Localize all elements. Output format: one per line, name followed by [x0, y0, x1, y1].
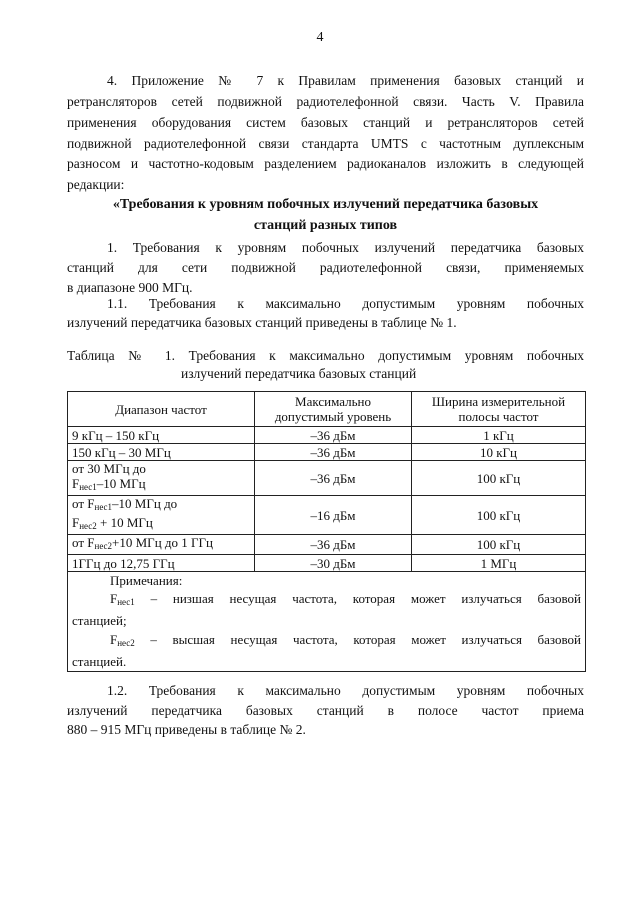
table-row — [68, 444, 586, 461]
table-row — [68, 461, 586, 496]
page-number: 4 — [316, 30, 324, 45]
header-range: Диапазон частот — [68, 392, 255, 427]
cell-level: –36 дБм — [255, 535, 412, 555]
header-level: Максимально допустимый уровень — [255, 392, 412, 427]
heading-line: станций разных типов — [253, 218, 398, 233]
note-1-continuation: станцией; — [72, 613, 127, 628]
table-notes-row — [68, 572, 586, 672]
cell-level: –16 дБм — [255, 496, 412, 535]
text-line: разносом и частотно-кодовым разделением радиоканалов изложить в следующей — [67, 156, 584, 171]
text-line: 1. Требования к уровням побочных излучений передатчика базовых — [107, 240, 584, 255]
table-header-row — [68, 392, 586, 427]
heading-line: «Требования к уровням побочных излучений передатчика базовых — [112, 197, 539, 212]
cell-range: от $F_{нес1}-10$ МГц до $F_{нес2} + 10$ МГц — [68, 496, 255, 535]
caption-line: Таблица № 1. Требования к максимально допустимым уровням побочных — [67, 348, 584, 363]
table-row — [68, 535, 586, 555]
requirements-table — [67, 391, 586, 672]
text-line: станций для сети подвижной радиотелефонной связи, применяемых — [67, 260, 584, 275]
text-line: подвижной радиотелефонной связи стандарта UMTS с частотным дуплексным — [67, 136, 584, 151]
cell-range: 1ГГц до 12,75 ГГц — [68, 555, 255, 572]
cell-bandwidth: 100 кГц — [412, 461, 586, 496]
cell-bandwidth: 100 кГц — [412, 496, 586, 535]
cell-level: –36 дБм — [255, 427, 412, 444]
table-notes — [68, 572, 586, 672]
note-2: $F_{нес2}$ – высшая несущая частота, которая может излучаться базовой — [110, 632, 581, 648]
table-row — [68, 555, 586, 572]
cell-range: от 30 МГц до $F_{нес1}-10$ МГц — [68, 461, 255, 496]
cell-level: –30 дБм — [255, 555, 412, 572]
cell-range: 150 кГц – 30 МГц — [68, 444, 255, 461]
note-2-continuation: станцией. — [72, 654, 127, 669]
cell-bandwidth: 1 МГц — [412, 555, 586, 572]
cell-bandwidth: 1 кГц — [412, 427, 586, 444]
table-row — [68, 496, 586, 535]
caption-line: излучений передатчика базовых станций — [181, 366, 417, 381]
text-line: применения оборудования систем базовых станций и ретрансляторов сетей — [67, 115, 584, 130]
text-line: 4. Приложение № 7 к Правилам применения базовых станций и — [107, 73, 584, 88]
cell-range: 9 кГц – 150 кГц — [68, 427, 255, 444]
cell-level: –36 дБм — [255, 461, 412, 496]
cell-bandwidth: 10 кГц — [412, 444, 586, 461]
text-line: 880 – 915 МГц приведены в таблице № 2. — [67, 722, 306, 737]
cell-range: от $F_{нес2}+10$ МГц до 1 ГГц — [68, 535, 255, 555]
text-line: излучений передатчика базовых станций в полосе частот приема — [67, 703, 584, 718]
table-row — [68, 427, 586, 444]
text-line: излучений передатчика базовых станций приведены в таблице № 1. — [67, 315, 457, 330]
text-line: 1.1. Требования к максимально допустимым уровням побочных — [107, 296, 584, 311]
text-line: ретрансляторов сетей подвижной радиотелефонной связи. Часть V. Правила — [67, 94, 584, 109]
notes-title: Примечания: — [110, 573, 183, 588]
text-line: редакции: — [67, 177, 125, 192]
cell-level: –36 дБм — [255, 444, 412, 461]
cell-bandwidth: 100 кГц — [412, 535, 586, 555]
header-bandwidth: Ширина измерительной полосы частот — [412, 392, 586, 427]
note-1: $F_{нес1}$ – низшая несущая частота, которая может излучаться базовой — [110, 591, 581, 607]
text-line: в диапазоне 900 МГц. — [67, 280, 193, 295]
text-line: 1.2. Требования к максимально допустимым уровням побочных — [107, 683, 584, 698]
